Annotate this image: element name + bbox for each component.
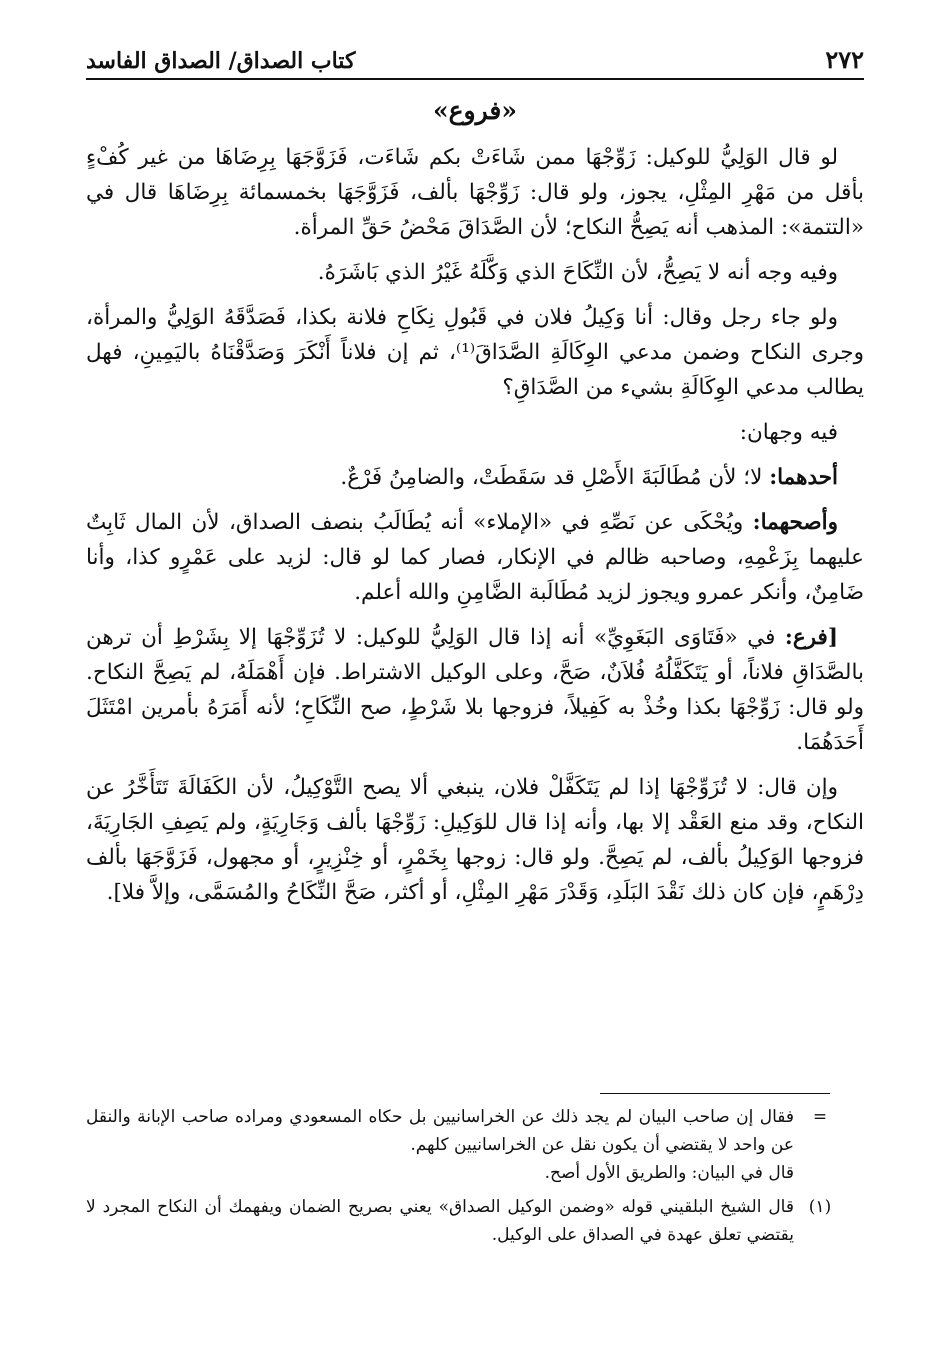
footnotes (86, 1103, 840, 1255)
paragraph-8: وإن قال: لا تُزَوِّجْهَا إذا لم يَتَكَفَّلْ فلان، ينبغي ألا يصح التَّوْكِيلُ، لأن الكَفَالَةَ تَتَأَخَّرُ عن النكاح، وقد منع العَقْد إلا بها، وأنه إذا قال للوَكِيلِ: زَوِّجْهَا بألف وَجَارِيَةٍ، ولم يَصِفِ الجَارِيَةَ، فزوجها الوَكِيلُ بألف، لم يَصِحَّ. ولو قال: زوجها بِخَمْرٍ، أو خِنْزِيرٍ، أو مجهول، فَزَوَّجَهَا بألف دِرْهَمٍ، فإن كان ذلك نَقْدَ البَلَدِ، وَقَدْرَ مَهْرِ المِثْلِ، أو أكثر، صَحَّ النِّكَاحُ والمُسَمَّى، وإلاَّ فلا]. (86, 775, 864, 905)
running-title: كتاب الصداق/ الصداق الفاسد (86, 48, 356, 74)
footnote-1-mark: (١) (808, 1197, 832, 1217)
footnote-continuation-mark: = (812, 1107, 828, 1127)
page-number: ٢٧٢ (825, 45, 864, 74)
main-text (86, 140, 864, 920)
footnote-continuation-text-2: قال في البيان: والطريق الأول أصح. (544, 1163, 794, 1183)
paragraph-6 (86, 505, 864, 610)
paragraph-5-label: أحدهما: (769, 465, 838, 490)
paragraph-3: ولو جاء رجل وقال: أنا وَكِيلُ فلان في قَبُولِ نِكَاحِ فلانة بكذا، فَصَدَّقَهُ الوَلِيُّ والمرأة، وجرى النكاح وضمن مدعي الوِكَالَةِ الصَّدَاقَ⁽¹⁾، ثم إن فلاناً أَنْكَرَ وَصَدَّقْنَاهُ باليَمِينِ، فهل يطالب مدعي الوِكَالَةِ بشيء من الصَّدَاقِ؟ (86, 305, 864, 400)
paragraph-5 (86, 460, 864, 495)
page-header (86, 38, 864, 80)
paragraph-7 (86, 620, 864, 760)
paragraph-2: وفيه وجه أنه لا يَصِحُّ، لأن النِّكَاحَ الذي وَكَّلَهُ غَيْرُ الذي بَاشَرَهُ. (317, 260, 838, 285)
paragraph-4: فيه وجهان: (739, 420, 838, 445)
paragraph-7-text: في «فَتَاوَى البَغَوِيِّ» أنه إذا قال الوَلِيُّ للوكيل: لا تُزَوِّجْهَا إلا بِشَرْطِ أن ترهن بالصَّدَاقِ فلاناً، أو يَتَكَفَّلُهُ فُلاَنٌ، صَحَّ، وعلى الوكيل الاشتراط. فإن أَهْمَلَهُ، لم يَصِحَّ النكاح. ولو قال: زَوِّجْهَا بكذا وخُذْ به كَفِيلاً، فزوجها بلا شَرْطٍ، صح النِّكَاحِ؛ لأنه أَمَرَهُ بأمرين امْتَثَلَ أَحَدَهُمَا. (86, 625, 864, 755)
paragraph-7-label: [فرع: (784, 625, 838, 650)
section-heading: «فروع» (433, 96, 517, 125)
paragraph-6-text: ويُحْكَى عن نَصِّهِ في «الإملاء» أنه يُطَالَبُ بنصف الصداق، لأن المال ثَابِتٌ عليهما بِزَعْمِهِ، وصاحبه ظالم في الإنكار، فصار كما لو قال: لزيد على عَمْرٍو كذا، وأنا ضَامِنٌ، وأنكر عمرو ويجوز لزيد مُطَالَبة الضَّامِنِ والله أعلم. (86, 510, 864, 605)
footnote-separator (600, 1093, 830, 1094)
footnote-continuation-text: فقال إن صاحب البيان لم يجد ذلك عن الخراسانيين بل حكاه المسعودي ومراده صاحب الإبانة والنقل عن واحد لا يقتضي أن يكون نقل عن الخراسانيين كلهم. (86, 1107, 794, 1155)
footnote-continuation (86, 1103, 840, 1187)
paragraph-1: لو قال الوَلِيُّ للوكيل: زَوِّجْهَا ممن شَاءَتْ بكم شَاءَت، فَزَوَّجَهَا بِرِضَاهَا من غير كُفْءٍ بأقل من مَهْرِ المِثْلِ، يجوز، ولو قال: زَوِّجْهَا بألف، فَزَوَّجَهَا بخمسمائة بِرِضَاهَا قال في «التتمة»: المذهب أنه يَصِحُّ النكاح؛ لأن الصَّدَاقَ مَحْضُ حَقِّ المرأة. (86, 145, 864, 240)
footnote-1-text: قال الشيخ البلقيني قوله «وضمن الوكيل الصداق» يعني بصريح الضمان ويفهمك أن النكاح المجرد لا يقتضي تعلق عهدة في الصداق على الوكيل. (86, 1197, 794, 1245)
paragraph-6-label: وأصحهما: (752, 510, 838, 535)
paragraph-5-text: لا؛ لأن مُطَالَبَةَ الأَصْلِ قد سَقَطَتْ، والضامِنُ فَرْعٌ. (340, 465, 763, 490)
footnote-1 (86, 1193, 840, 1249)
